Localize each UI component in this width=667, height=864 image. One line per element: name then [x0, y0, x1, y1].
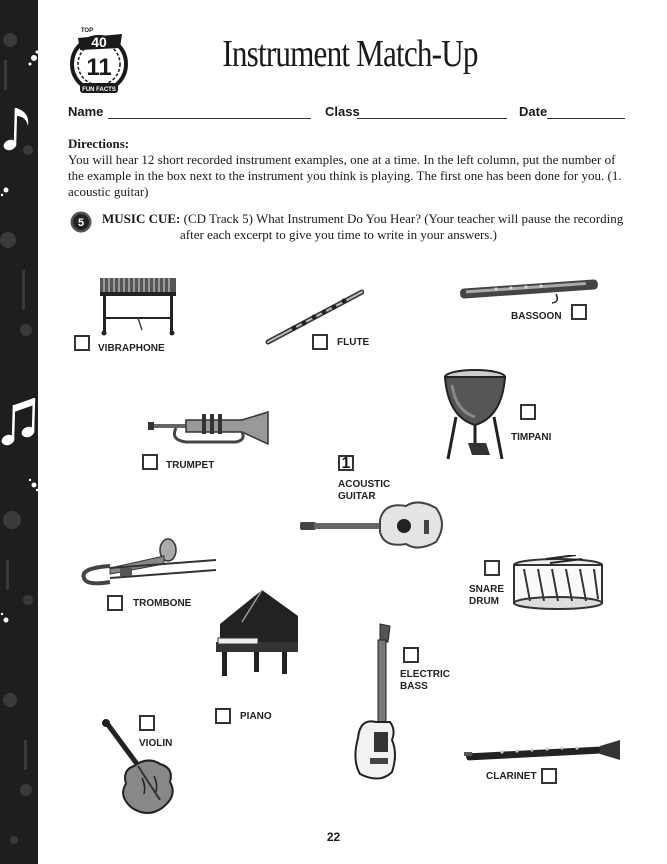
electric-bass-label: [400, 669, 450, 693]
timpani-label: TIMPANI: [511, 432, 552, 443]
directions-block: [68, 136, 628, 200]
bassoon-answer-box[interactable]: [571, 304, 587, 320]
snare-drum-answer-box[interactable]: [484, 560, 500, 576]
violin-icon: [98, 718, 182, 818]
violin-answer-box[interactable]: [139, 715, 155, 731]
clarinet-icon: [462, 738, 622, 762]
trumpet-label: TRUMPET: [166, 460, 215, 471]
svg-text:5: 5: [77, 217, 85, 229]
piano-icon: [212, 586, 300, 678]
vibraphone-answer-box[interactable]: [74, 335, 90, 351]
page-number: 22: [326, 830, 341, 844]
trumpet-icon: [146, 410, 274, 450]
directions-heading: Directions:: [68, 136, 130, 151]
timpani-icon: [442, 367, 508, 463]
music-cue-text: [102, 211, 628, 243]
flute-answer-box[interactable]: [312, 334, 328, 350]
clarinet-answer-box[interactable]: [541, 768, 557, 784]
flute-label: FLUTE: [337, 337, 370, 348]
acoustic-guitar-label-line2: GUITAR: [338, 491, 376, 502]
trombone-label: TROMBONE: [133, 598, 192, 609]
date-field[interactable]: [547, 118, 625, 119]
snare-drum-icon: [510, 555, 606, 611]
clarinet-label: CLARINET: [486, 771, 537, 782]
vibraphone-label: VIBRAPHONE: [98, 343, 165, 354]
electric-bass-label-line2: BASS: [400, 681, 428, 692]
name-label: Name: [68, 104, 104, 119]
vibraphone-icon: [98, 274, 178, 336]
trombone-icon: [80, 538, 218, 590]
timpani-answer-box[interactable]: [520, 404, 536, 420]
date-label: Date: [519, 104, 548, 119]
snare-drum-label-line1: SNARE: [469, 584, 505, 595]
svg-text:TOP: TOP: [80, 28, 94, 34]
name-field[interactable]: [108, 118, 311, 119]
acoustic-guitar-answer-box[interactable]: 1: [338, 455, 354, 471]
svg-text:40: 40: [91, 34, 107, 50]
bassoon-label: BASSOON: [511, 311, 562, 322]
music-cue-label: MUSIC CUE:: [102, 211, 181, 226]
electric-bass-icon: [350, 622, 400, 782]
splatter-pattern-icon: [0, 0, 38, 864]
acoustic-guitar-icon: [300, 496, 446, 554]
acoustic-guitar-label-line1: ACOUSTIC: [338, 479, 391, 490]
cd-track-badge: [70, 211, 92, 233]
violin-label: VIOLIN: [139, 738, 173, 749]
top-40-fun-facts-logo: [68, 18, 130, 98]
music-cue-line2: after each excerpt to give you time to write in your answers.): [180, 227, 497, 242]
directions-text: You will hear 12 short recorded instrument examples, one at a time. In the left column, put the number of the example in the box next to the instrument you think is playing. The first one has been done for you. (1. acoustic guitar): [68, 152, 622, 199]
svg-text:FUN FACTS: FUN FACTS: [82, 87, 116, 93]
electric-bass-label-line1: ELECTRIC: [400, 669, 450, 680]
decorative-sidebar: [0, 0, 38, 864]
page-title: Instrument Match-Up: [222, 33, 478, 75]
music-cue-line1: (CD Track 5) What Instrument Do You Hear? (Your teacher will pause the recording: [183, 211, 624, 226]
svg-text:11: 11: [86, 54, 112, 81]
class-label: Class: [325, 104, 360, 119]
class-field[interactable]: [357, 118, 507, 119]
bassoon-icon: [456, 274, 602, 304]
trombone-answer-box[interactable]: [107, 595, 123, 611]
trumpet-answer-box[interactable]: [142, 454, 158, 470]
snare-drum-label: [469, 584, 504, 608]
piano-label: PIANO: [240, 711, 272, 722]
electric-bass-answer-box[interactable]: [403, 647, 419, 663]
piano-answer-box[interactable]: [215, 708, 231, 724]
snare-drum-label-line2: DRUM: [469, 596, 499, 607]
